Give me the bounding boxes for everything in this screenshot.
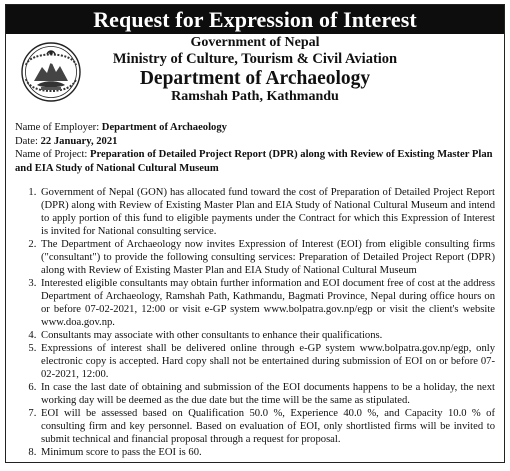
notice-meta <box>6 110 504 175</box>
notice-banner <box>6 5 504 34</box>
employer-value: Department of Archaeology <box>101 122 227 133</box>
department-address: Ramshah Path, Kathmandu <box>171 89 339 104</box>
department-name: Department of Archaeology <box>139 68 371 89</box>
list-item: 8. Minimum score to pass the EOI is 60. <box>39 446 495 459</box>
date-line <box>15 135 495 149</box>
employer-line <box>15 121 495 135</box>
issuer-header <box>6 34 504 110</box>
list-item: 3. Interested eligible consultants may obtain further information and EOI document free of cost at the address Department of Archaeology, Ramshah Path, Kathmandu, Bagmati Province, Nepal during office hours on or before 07-02-2021, 12:00 or visit e-GP system www.bolpatra.gov.np/egp or visit the client's website www.doa.gov.np. <box>39 277 495 329</box>
date-label: Date: <box>15 135 38 147</box>
project-line <box>15 148 495 175</box>
list-item: 6. In case the last date of obtaining and submission of the EOI documents happens to be a holiday, the next working day will be deemed as the due date but the time will be the same as stipulated. <box>39 381 495 407</box>
eoi-terms-list <box>6 186 504 459</box>
project-value: Preparation of Detailed Project Report (DPR) along with Review of Existing Master Plan and EIA Study of National Cultural Museum <box>15 149 493 174</box>
government-name: Government of Nepal <box>190 35 320 50</box>
list-item: 2. The Department of Archaeology now invites Expression of Interest (EOI) from eligible consulting firms ("consultant") to provide the following consulting services: Preparation of Detailed Project Report (DPR) along with Review of Existing Master Plan and EIA Study of National Cultural Museum <box>39 238 495 277</box>
date-value: 22 January, 2021 <box>40 135 118 147</box>
list-item: 5. Expressions of interest shall be delivered online through e-GP system www.bolpatra.gov.np/egp, only electronic copy is accepted. Hard copy shall not be entertained during submission of EOI on or before 07-02-2021, 12:00. <box>39 342 495 381</box>
list-item: 4. Consultants may associate with other consultants to enhance their qualifications. <box>39 329 495 342</box>
project-label: Name of Project: <box>15 149 88 160</box>
employer-label: Name of Employer: <box>15 122 100 133</box>
notice-page <box>5 4 505 463</box>
notice-title: Request for Expression of Interest <box>93 7 417 32</box>
nepal-emblem-icon <box>20 41 82 103</box>
ministry-name: Ministry of Culture, Tourism & Civil Aviation <box>112 51 398 67</box>
list-item: 7. EOI will be assessed based on Qualification 50.0 %, Experience 40.0 %, and Capacity 10.0 % of consulting firm and key personnel. Based on evaluation of EOI, only shortlisted firms will be invited to submit technical and financial proposal through a request for proposal. <box>39 407 495 446</box>
list-item: 1. Government of Nepal (GON) has allocated fund toward the cost of Preparation of Detailed Project Report (DPR) along with Review of Existing Master Plan and EIA Study of National Cultural Museum and intend to apply portion of this fund to eligible payments under the Contract for which this Expression of Interest is invited for National consulting service. <box>39 186 495 238</box>
